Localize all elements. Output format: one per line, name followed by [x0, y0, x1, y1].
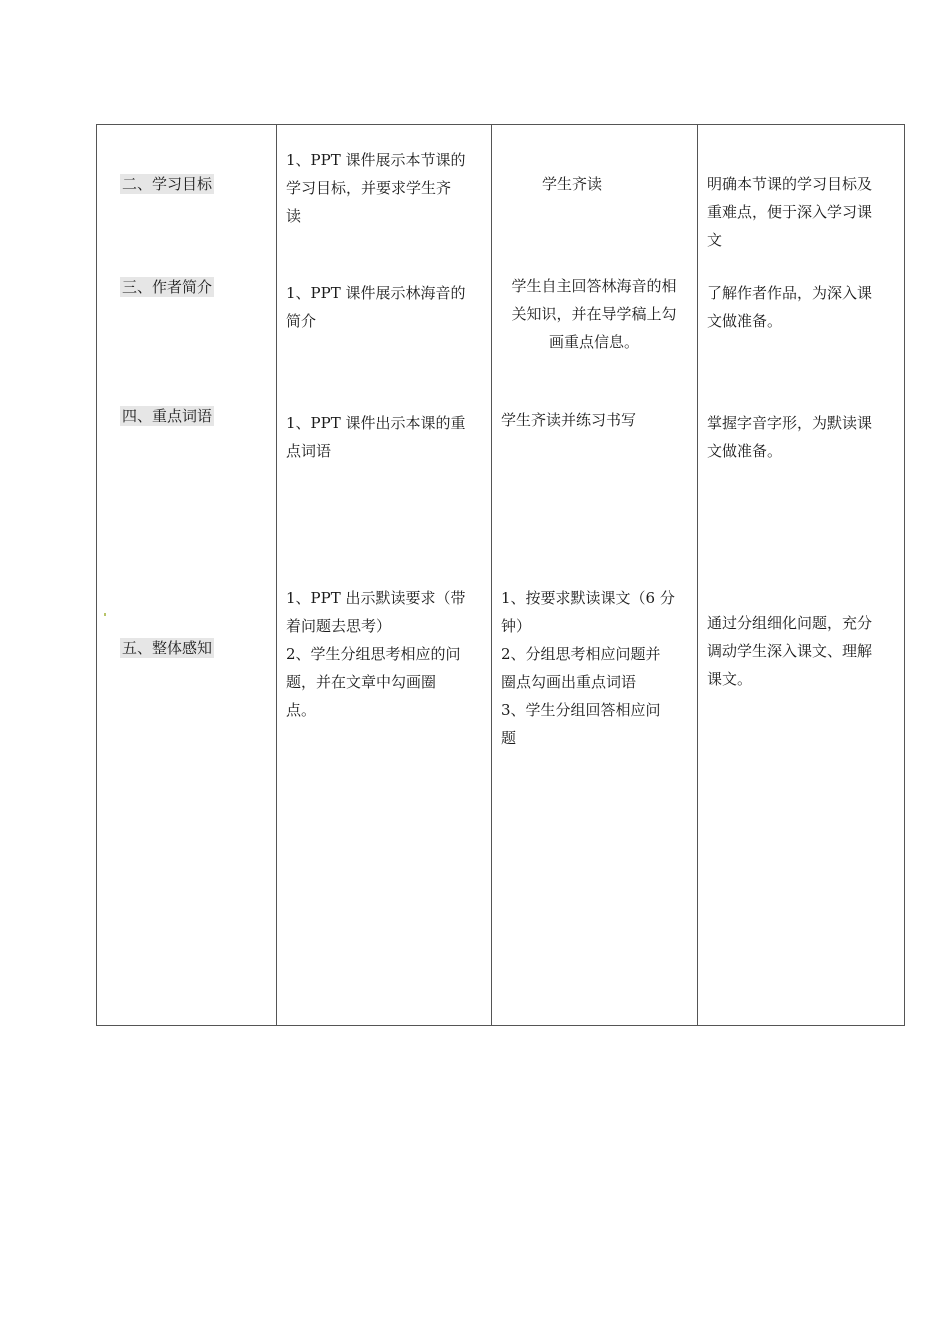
stage-label: 五、整体感知 [122, 639, 213, 657]
teacher-activity: 1、PPT 出示默读要求（带 着问题去思考） 2、学生分组思考相应的问 题，并在文章中勾画圈 点。 [286, 589, 466, 719]
stage-label: 四、重点词语 [122, 407, 213, 425]
teacher-activity: 1、PPT 课件出示本课的重 点词语 [286, 414, 466, 460]
design-purpose: 掌握字音字形，为默读课 文做准备。 [707, 414, 873, 460]
student-activity: 学生齐读并练习书写 [501, 411, 637, 429]
teacher-activity: 1、PPT 课件展示本节课的 学习目标，并要求学生齐 读 [286, 151, 466, 225]
student-activity: 学生自主回答林海音的相 关知识，并在导学稿上勾 画重点信息。 [511, 277, 677, 351]
lesson-plan-table [96, 124, 905, 1026]
stage-label: 三、作者简介 [122, 278, 213, 296]
stage-label: 二、学习目标 [122, 175, 213, 193]
column-divider-3 [697, 124, 698, 1026]
decorative-dot [104, 613, 106, 616]
design-purpose: 通过分组细化问题，充分 调动学生深入课文、理解 课文。 [707, 614, 873, 688]
student-activity: 1、按要求默读课文（6 分 钟） 2、分组思考相应问题并 圈点勾画出重点词语 3、学生分组回答相应问 题 [501, 589, 675, 747]
design-purpose: 明确本节课的学习目标及 重难点，便于深入学习课 文 [707, 175, 873, 249]
design-purpose: 了解作者作品，为深入课 文做准备。 [707, 284, 873, 330]
student-activity: 学生齐读 [541, 175, 602, 193]
column-divider-2 [491, 124, 492, 1026]
teacher-activity: 1、PPT 课件展示林海音的 简介 [286, 284, 466, 330]
column-divider-1 [276, 124, 277, 1026]
